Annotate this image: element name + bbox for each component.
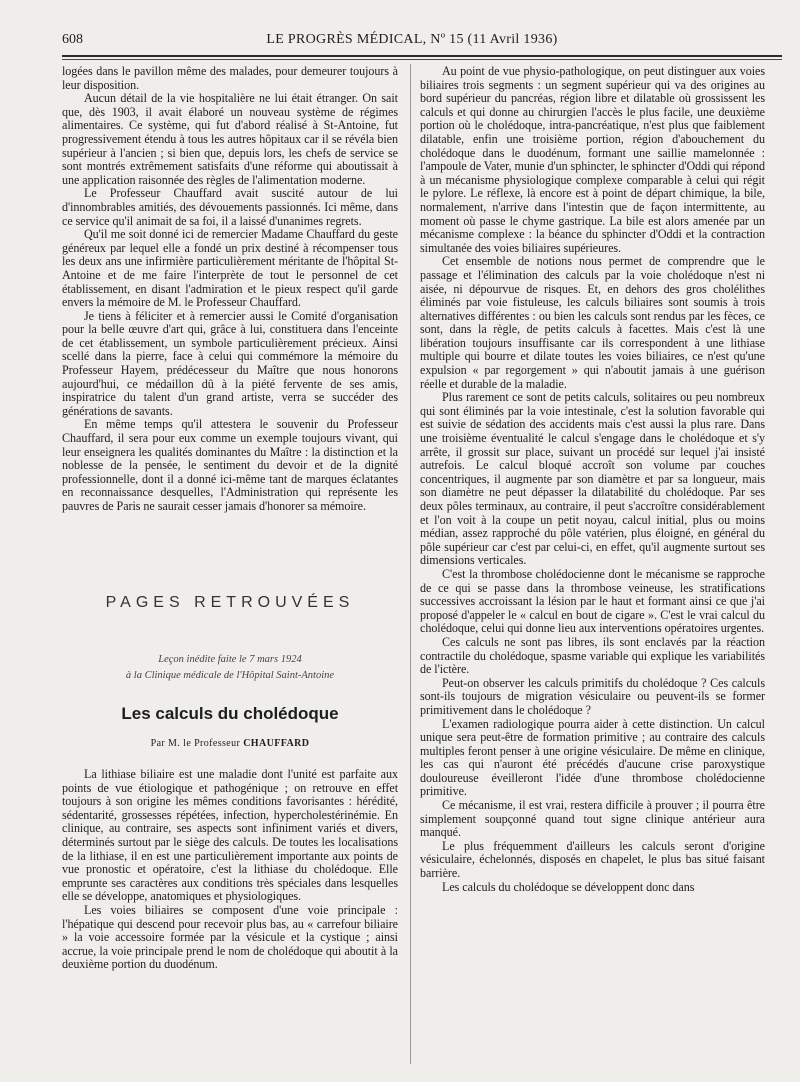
byline-prefix: Par M. le Professeur (150, 738, 241, 749)
paragraph: Plus rarement ce sont de petits calculs, solitaires ou peu nombreux qui sont éliminés par la voie intestinale, c'est la solution favorable qui est suivie de sédation des accidents mais c'est aussi la plus rare. Dans une troisième éventualité le calcul s'engage dans le cholédoque et s'y arrête, il grossit sur place, suivant un procédé sur lequel j'ai insisté autrefois. Le calcul bloqué accroît son volume par couches concentriques, il augmente par son diamètre et par sa longueur, mais son diamètre ne peut dépasser la dilatabilité du cholédoque. Par ses deux pôles terminaux, au contraire, il peut s'accroître considérablement et l'on voit à la coupe un petit noyau, calcul initial, plus ou moins médian, assez rapproché du pôle vatérien, plus éloigné, en général du pôle supérieur car c'est par celui-ci, en effet, qu'il augmente surtout ses dimensions verticales. (420, 390, 765, 568)
lecture-location: à la Clinique médicale de l'Hôpital Saint-Antoine (125, 670, 335, 681)
column-divider (410, 64, 411, 1064)
paragraph: Ces calculs ne sont pas libres, ils sont enclavés par la réaction contractile du cholédoque, spasme variable qui explique les variabilités de l'ictère. (420, 634, 765, 677)
page-header (62, 32, 762, 52)
byline-author: CHAUFFARD (243, 738, 310, 749)
paragraph: logées dans le pavillon même des malades, pour demeurer toujours à leur disposition. (62, 64, 398, 92)
header-rule-thin (62, 59, 782, 60)
byline (62, 738, 398, 749)
paragraph: Les calculs du cholédoque se développent donc dans (442, 879, 695, 894)
right-column (420, 65, 765, 894)
paragraph: En même temps qu'il attestera le souvenir du Professeur Chauffard, il sera pour eux comme un exemple toujours vivant, qui leur enseignera les qualités dominantes du Maître : la distinction et la noblesse de la pensée, le sentiment du devoir et de la dignité professionnelle, dont il a donné ici-même tant de marques éclatantes en reconnaissance desquelles, l'Administration qui représente les pauvres de Paris ne saurait cesser jamais d'honorer sa mémoire. (62, 417, 398, 513)
running-title: LE PROGRÈS MÉDICAL, Nº 15 (11 Avril 1936) (266, 32, 558, 47)
paragraph: Au point de vue physio-pathologique, on peut distinguer aux voies biliaires trois segments : un segment supérieur qui va des origines au bord supérieur du pancréas, région libre et dilatable où grossissent les calculs et qui donne au chirurgien l'accès le plus facile, une deuxième portion où le cholédoque, intra-pancréatique, n'est plus que faiblement dilatable, enfin une troisième portion, région d'abouchement du cholédoque dans le duodénum, formant une saillie mamelonnée : l'ampoule de Vater, munie d'un sphincter, le sphincter d'Oddi qui répond à un mécanisme physiologique complexe comparable à celui qui régit le pylore. Le réflexe, là encore est à point de départ chimique, la bile, normalement, n'arrive dans l'intestin que de façon intermittente, au moment où passe le chyme gastrique. La bile est alors amenée par un mécanisme complexe : la béance du sphincter d'Oddi et la contraction simultanée des voies biliaires supérieures. (420, 64, 765, 255)
paragraph: C'est la thrombose cholédocienne dont le mécanisme se rapproche de ce qui se passe dans la thrombose veineuse, les stratifications successives accroissant la lésion par le haut et formant ainsi ce que j'ai proposé d'appeler le « calcul en bout de cigare ». C'est le vrai calcul du cholédoque, celui qui donne lieu aux interventions opératoires urgentes. (420, 566, 765, 636)
section-title: PAGES RETROUVÉES (105, 594, 355, 611)
left-column (62, 65, 398, 514)
paragraph: Cet ensemble de notions nous permet de comprendre que le passage et l'élimination des calculs par la voie cholédoque n'est ni aisée, ni dépourvue de risques. Et, en dehors des gros cholélithes éliminés par voie fistuleuse, les calculs biliaires sont soumis à trois alternatives différentes : ou bien les calculs sont rendus par les fèces, ce sont, dans la règle, de petits calculs à facettes. Mais c'est là une libération toujours insuffisante car ils correspondent à une lithiase multiple qui bourre et dilate toutes les voies biliaires, ce n'est qu'une expulsion « par regorgement » qui n'aboutit jamais à une guérison réelle et durable de la maladie. (420, 254, 765, 391)
page-number: 608 (62, 32, 83, 47)
lecture-subtitle: Leçon inédite faite le 7 mars 1924 (158, 654, 302, 665)
paragraph: Le Professeur Chauffard avait suscité autour de lui d'innombrables amitiés, des dévouements passionnés. Ici même, dans ce service qu'il animait de sa foi, il a laissé d'unanimes regrets. (62, 186, 398, 228)
paragraph: Aucun détail de la vie hospitalière ne lui était étranger. On sait que, dès 1903, il avait élaboré un nouveau système de régimes alimentaires. Ce système, qui fut d'abord réalisé à St-Antoine, fut progressivement étendu à tous les autres hôpitaux car il se révéla bien supérieur à l'ancien ; si bien que, depuis lors, les chefs de service se sont montrés extrêmement satisfaits d'une réforme qui aboutissait à une application raisonnée des règles de l'alimentation moderne. (62, 91, 398, 187)
paragraph: Ce mécanisme, il est vrai, restera difficile à prouver ; il pourra être simplement soupçonné quand tout signe clinique antérieur aura manqué. (420, 798, 765, 840)
paragraph: Qu'il me soit donné ici de remercier Madame Chauffard du geste généreux par lequel elle a fondé un prix destiné à récompenser tous les deux ans une infirmière particulièrement méritante de l'hôpital St-Antoine et de me faire l'interprète de tout le personnel de cet établissement, en disant l'admiration et le pieux respect qu'il garde envers la mémoire de M. le Professeur Chauffard. (62, 227, 398, 310)
paragraph: Peut-on observer les calculs primitifs du cholédoque ? Ces calculs sont-ils toujours de migration vésiculaire ou peuvent-ils se former primitivement dans le cholédoque ? (420, 675, 765, 717)
paragraph: L'examen radiologique pourra aider à cette distinction. Un calcul unique sera peut-être de formation primitive ; au contraire des calculs multiples feront penser à une origine vésiculaire. De même en clinique, les cas qui n'auront été précédés d'aucune crise paroxystique douloureuse éveilleront l'idée d'une thrombose cholédocienne primitive. (420, 716, 765, 799)
paragraph: Le plus fréquemment d'ailleurs les calculs seront d'origine vésiculaire, échelonnés, disposés en chapelet, le plus bas situé faisant barrière. (420, 838, 765, 881)
article-title: Les calculs du cholédoque (121, 704, 339, 723)
header-rule-thick (62, 55, 782, 57)
paragraph: La lithiase biliaire est une maladie dont l'unité est parfaite aux points de vue étiologique et pathogénique ; on retrouve en effet toujours à son origine les mêmes conditions favorisantes : hérédité, sédentarité, grossesses répétées, infection, hypercholestérinémie. En clinique, au contraire, ses aspects sont infiniment variés et divers, déterminés surtout par le siège des calculs. De toutes les localisations de la lithiase, il en est une particulièrement importante aux points de vue pronostic et opératoire, c'est la lithiase du cholédoque. Elle emprunte ses caractères aux conditions très spéciales dans lesquelles elle se développe, anatomiques et physiologiques. (62, 767, 398, 904)
paragraph: Les voies biliaires se composent d'une voie principale : l'hépatique qui descend pour recevoir plus bas, au « carrefour biliaire » la voie accessoire formée par la vésicule et la cystique ; ainsi accrue, la voie principale prend le nom de cholédoque qui aboutit à la deuxième portion du duodénum. (62, 902, 398, 972)
article-body-left (62, 768, 398, 972)
paragraph: Je tiens à féliciter et à remercier aussi le Comité d'organisation pour la belle œuvre d'art qui, grâce à lui, constituera dans l'enceinte de cet établissement, un symbole particulièrement précieux. Ainsi scellé dans la pierre, face à celui qui commémore la mémoire du Professeur Hayem, prédécesseur du Maître que nous honorons aujourd'hui, ce médaillon dû à la piété fervente de ses amis, inspiratrice du talent d'un grand artiste, verra se succéder des générations de savants. (62, 308, 398, 418)
